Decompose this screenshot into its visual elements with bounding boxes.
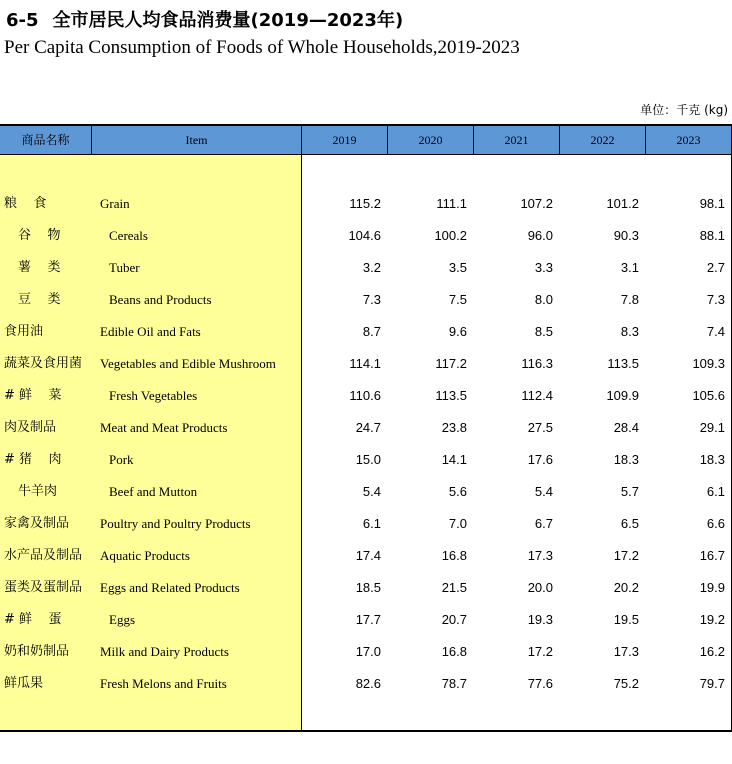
value-cell-2023: 6.6 [706, 516, 725, 531]
row-name-en: Vegetables and Edible Mushroom [100, 356, 276, 371]
row-name-cn: 谷 物 [18, 228, 61, 243]
header-year-2021: 2021 [504, 133, 529, 147]
value-cell-2020: 9.6 [448, 324, 467, 339]
value-cell-2020: 111.1 [436, 196, 467, 211]
row-name-cn: 鲜瓜果 [4, 676, 44, 691]
table-row [0, 220, 732, 252]
row-name-en: Cereals [109, 228, 148, 243]
value-cell-2022: 113.5 [607, 356, 639, 371]
row-name-cn: 蛋类及蛋制品 [4, 580, 83, 595]
value-cell-2021: 17.3 [527, 548, 553, 563]
row-name-en: Edible Oil and Fats [100, 324, 201, 339]
value-cell-2019: 114.1 [349, 356, 381, 371]
value-cell-2022: 90.3 [613, 228, 639, 243]
value-cell-2022: 28.4 [613, 420, 639, 435]
row-name-en: Fresh Vegetables [109, 388, 198, 403]
value-cell-2022: 19.5 [613, 612, 639, 627]
table-title-cn [6, 6, 403, 32]
value-cell-2022: 75.2 [613, 676, 639, 691]
value-cell-2021: 8.5 [534, 324, 553, 339]
table-row [0, 380, 732, 412]
value-cell-2021: 3.3 [534, 260, 553, 275]
row-name-en: Fresh Melons and Fruits [100, 676, 227, 691]
value-cell-2023: 79.7 [699, 676, 725, 691]
value-cell-2019: 104.6 [348, 228, 381, 243]
row-name-cn: 家禽及制品 [4, 516, 70, 531]
row-name-en: Pork [109, 452, 134, 467]
row-name-en: Eggs and Related Products [100, 580, 240, 595]
value-cell-2022: 17.2 [613, 548, 639, 563]
value-cell-2022: 6.5 [620, 516, 639, 531]
value-cell-2023: 109.3 [692, 356, 725, 371]
value-cell-2020: 100.2 [434, 228, 467, 243]
row-name-cn: 食用油 [4, 324, 44, 339]
value-cell-2023: 6.1 [706, 484, 725, 499]
value-cell-2020: 20.7 [441, 612, 467, 627]
value-cell-2020: 16.8 [441, 644, 467, 659]
row-name-cn: # 猪 肉 [4, 452, 62, 467]
value-cell-2019: 110.6 [349, 388, 381, 403]
value-cell-2020: 14.1 [441, 452, 467, 467]
value-cell-2021: 8.0 [534, 292, 553, 307]
value-cell-2019: 18.5 [355, 580, 381, 595]
value-cell-2023: 18.3 [699, 452, 725, 467]
row-name-cn: 奶和奶制品 [4, 644, 70, 659]
table-row [0, 572, 732, 604]
value-cell-2022: 5.7 [620, 484, 639, 499]
value-cell-2023: 88.1 [699, 228, 725, 243]
table-row [0, 284, 732, 316]
table-row [0, 444, 732, 476]
table-number: 6-5 [6, 10, 39, 31]
header-item: Item [185, 133, 208, 147]
value-cell-2021: 27.5 [527, 420, 553, 435]
value-cell-2023: 105.6 [692, 388, 725, 403]
value-cell-2021: 96.0 [527, 228, 553, 243]
row-name-cn: 水产品及制品 [4, 548, 83, 563]
row-name-en: Aquatic Products [100, 548, 190, 563]
value-cell-2020: 113.5 [435, 388, 467, 403]
row-name-en: Eggs [109, 612, 135, 627]
value-cell-2019: 5.4 [362, 484, 381, 499]
row-name-cn: 蔬菜及食用菌 [4, 356, 83, 371]
header-year-2020: 2020 [418, 133, 443, 147]
value-cell-2019: 8.7 [362, 324, 381, 339]
table-row [0, 412, 732, 444]
value-cell-2023: 19.2 [699, 612, 725, 627]
row-name-cn: 肉及制品 [4, 420, 57, 435]
value-cell-2019: 115.2 [349, 196, 381, 211]
header-name-cn: 商品名称 [21, 133, 70, 147]
table-row [0, 604, 732, 636]
row-name-cn: 豆 类 [18, 292, 61, 307]
value-cell-2020: 5.6 [448, 484, 467, 499]
value-cell-2023: 98.1 [699, 196, 725, 211]
value-cell-2022: 109.9 [606, 388, 639, 403]
value-cell-2023: 7.3 [706, 292, 725, 307]
value-cell-2019: 24.7 [355, 420, 381, 435]
value-cell-2023: 7.4 [706, 324, 725, 339]
value-cell-2022: 7.8 [620, 292, 639, 307]
value-cell-2023: 29.1 [699, 420, 725, 435]
value-cell-2021: 20.0 [527, 580, 553, 595]
title-cn-text: 全市居民人均食品消费量(2019—2023年) [52, 10, 404, 31]
table-bottom-rule [0, 730, 732, 732]
row-name-en: Beef and Mutton [109, 484, 198, 499]
table-row [0, 668, 732, 700]
value-cell-2019: 17.7 [355, 612, 381, 627]
row-name-cn: # 鲜 蛋 [4, 612, 62, 627]
value-cell-2022: 18.3 [613, 452, 639, 467]
value-cell-2019: 6.1 [362, 516, 381, 531]
value-cell-2021: 6.7 [534, 516, 553, 531]
value-cell-2019: 17.0 [355, 644, 381, 659]
row-name-cn: 薯 类 [18, 260, 61, 275]
value-cell-2020: 21.5 [441, 580, 467, 595]
value-cell-2019: 82.6 [355, 676, 381, 691]
value-cell-2023: 2.7 [706, 260, 725, 275]
data-table [0, 124, 732, 732]
value-cell-2021: 107.2 [520, 196, 553, 211]
header-year-2019: 2019 [332, 133, 357, 147]
table-row [0, 188, 732, 220]
row-name-en: Grain [100, 196, 130, 211]
value-cell-2020: 7.0 [448, 516, 467, 531]
value-cell-2020: 23.8 [441, 420, 467, 435]
header-bottom-rule [0, 154, 732, 155]
table-row [0, 476, 732, 508]
value-cell-2022: 3.1 [620, 260, 639, 275]
table-title-en: Per Capita Consumption of Foods of Whole Households,2019-2023 [4, 37, 520, 58]
row-name-cn: 牛羊肉 [18, 484, 58, 499]
row-name-cn: # 鲜 菜 [4, 388, 62, 403]
header-year-2022: 2022 [590, 133, 615, 147]
unit-label: 单位：千克 (kg) [640, 103, 728, 117]
value-cell-2022: 101.2 [606, 196, 639, 211]
value-cell-2021: 5.4 [534, 484, 553, 499]
value-cell-2021: 19.3 [527, 612, 553, 627]
value-cell-2023: 19.9 [699, 580, 725, 595]
row-name-en: Poultry and Poultry Products [100, 516, 251, 531]
value-cell-2019: 17.4 [355, 548, 381, 563]
value-cell-2019: 15.0 [355, 452, 381, 467]
value-cell-2021: 17.6 [527, 452, 553, 467]
value-cell-2019: 3.2 [362, 260, 381, 275]
header-year-2023: 2023 [676, 133, 701, 147]
value-cell-2023: 16.2 [699, 644, 725, 659]
row-name-cn: 粮 食 [4, 196, 47, 211]
table-row [0, 636, 732, 668]
row-name-en: Milk and Dairy Products [100, 644, 229, 659]
table-row [0, 540, 732, 572]
value-cell-2020: 78.7 [441, 676, 467, 691]
table-row [0, 316, 732, 348]
table-row [0, 508, 732, 540]
row-name-en: Meat and Meat Products [100, 420, 228, 435]
value-cell-2020: 3.5 [448, 260, 467, 275]
value-cell-2022: 17.3 [613, 644, 639, 659]
row-name-en: Tuber [109, 260, 140, 275]
value-cell-2021: 112.4 [521, 388, 553, 403]
row-name-en: Beans and Products [109, 292, 212, 307]
table-row [0, 252, 732, 284]
value-cell-2021: 17.2 [527, 644, 553, 659]
value-cell-2020: 117.2 [435, 356, 467, 371]
value-cell-2020: 16.8 [441, 548, 467, 563]
value-cell-2023: 16.7 [699, 548, 725, 563]
table-row [0, 348, 732, 380]
value-cell-2021: 77.6 [527, 676, 553, 691]
value-cell-2019: 7.3 [362, 292, 381, 307]
value-cell-2022: 20.2 [613, 580, 639, 595]
value-cell-2021: 116.3 [521, 356, 553, 371]
value-cell-2022: 8.3 [620, 324, 639, 339]
value-cell-2020: 7.5 [448, 292, 467, 307]
